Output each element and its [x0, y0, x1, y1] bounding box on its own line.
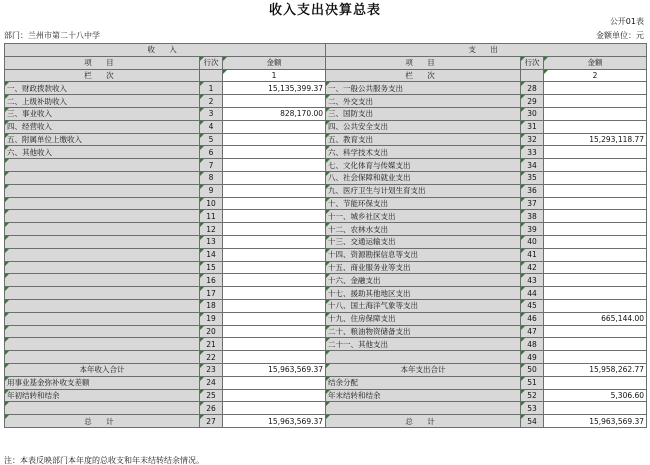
income-rowno-cell[interactable]: 18 [200, 299, 223, 312]
expense-item-cell[interactable]: 总 计 [326, 415, 521, 428]
expense-amount-cell[interactable] [544, 146, 647, 159]
expense-amount-cell[interactable] [544, 107, 647, 120]
income-item-cell[interactable] [5, 402, 200, 415]
income-amount-cell[interactable]: 828,170.00 [223, 107, 326, 120]
expense-item-cell[interactable]: 十三、交通运输支出 [326, 235, 521, 248]
income-amount-cell[interactable] [223, 184, 326, 197]
expense-rowno-header[interactable]: 行次 [521, 56, 544, 69]
income-amount-cell[interactable] [223, 248, 326, 261]
expense-item-cell[interactable]: 结余分配 [326, 376, 521, 389]
expense-rowno-cell[interactable]: 34 [521, 159, 544, 172]
income-rowno-cell[interactable]: 8 [200, 171, 223, 184]
table-row [5, 274, 647, 287]
income-amount-cell[interactable] [223, 312, 326, 325]
expense-rowno-cell[interactable]: 31 [521, 120, 544, 133]
expense-amount-cell[interactable] [544, 299, 647, 312]
expense-rowno-cell[interactable]: 35 [521, 171, 544, 184]
income-item-cell[interactable] [5, 287, 200, 300]
table-row [5, 210, 647, 223]
income-rowno-cell[interactable]: 19 [200, 312, 223, 325]
expense-rowno-cell[interactable]: 40 [521, 235, 544, 248]
income-item-cell[interactable]: 用事业基金弥补收支差额 [5, 376, 200, 389]
income-item-cell[interactable] [5, 223, 200, 236]
expense-amount-cell[interactable] [544, 95, 647, 108]
income-amount-cell[interactable] [223, 325, 326, 338]
income-item-cell[interactable]: 年初结转和结余 [5, 389, 200, 402]
expense-rowno-cell[interactable]: 46 [521, 312, 544, 325]
table-row [5, 312, 647, 325]
income-item-cell[interactable]: 三、事业收入 [5, 107, 200, 120]
income-rowno-cell[interactable]: 6 [200, 146, 223, 159]
expense-item-cell[interactable]: 十、节能环保支出 [326, 197, 521, 210]
income-rowno-cell[interactable]: 25 [200, 389, 223, 402]
table-row [5, 159, 647, 172]
income-rowno-cell[interactable]: 2 [200, 95, 223, 108]
income-rowno-cell[interactable]: 7 [200, 159, 223, 172]
expense-item-cell[interactable]: 十一、城乡社区支出 [326, 210, 521, 223]
expense-rowno-cell[interactable]: 49 [521, 351, 544, 364]
expense-amount-cell[interactable] [544, 159, 647, 172]
table-row [5, 287, 647, 300]
expense-amount-cell[interactable]: 15,958,262.77 [544, 363, 647, 376]
table-row [5, 248, 647, 261]
income-amount-cell[interactable] [223, 274, 326, 287]
expense-amount-cell[interactable] [544, 171, 647, 184]
expense-amount-cell[interactable] [544, 261, 647, 274]
income-item-cell[interactable]: 六、其他收入 [5, 146, 200, 159]
income-amount-cell[interactable]: 15,963,569.37 [223, 415, 326, 428]
table-row [5, 261, 647, 274]
report-title: 收入支出决算总表 [268, 3, 381, 18]
expense-item-cell[interactable]: 四、公共安全支出 [326, 120, 521, 133]
income-item-header[interactable]: 项 目 [5, 56, 200, 69]
income-amount-cell[interactable] [223, 133, 326, 146]
income-rowno-cell[interactable]: 20 [200, 325, 223, 338]
income-rowno-cell[interactable]: 23 [200, 363, 223, 376]
expense-rowno-cell[interactable]: 36 [521, 184, 544, 197]
income-item-cell[interactable] [5, 261, 200, 274]
table-row [5, 325, 647, 338]
income-item-cell[interactable] [5, 299, 200, 312]
expense-amount-cell[interactable] [544, 210, 647, 223]
income-amount-cell[interactable] [223, 402, 326, 415]
income-item-cell[interactable]: 五、附属单位上缴收入 [5, 133, 200, 146]
income-amount-cell[interactable] [223, 351, 326, 364]
income-item-cell[interactable]: 四、经营收入 [5, 120, 200, 133]
income-rowno-cell[interactable]: 14 [200, 248, 223, 261]
expense-item-cell[interactable]: 十二、农林水支出 [326, 223, 521, 236]
expense-amount-cell[interactable] [544, 184, 647, 197]
table-row [5, 402, 647, 415]
income-amount-cell[interactable] [223, 299, 326, 312]
expense-column-blank[interactable] [521, 69, 544, 82]
expense-rowno-cell[interactable]: 42 [521, 261, 544, 274]
form-code: 公开01表 [609, 17, 644, 26]
department-label: 部门：兰州市第二十八中学 [4, 31, 100, 40]
expense-item-cell[interactable]: 二、外交支出 [326, 95, 521, 108]
income-amount-cell[interactable] [223, 223, 326, 236]
table-row [5, 133, 647, 146]
expense-rowno-cell[interactable]: 38 [521, 210, 544, 223]
expense-amount-cell[interactable] [544, 248, 647, 261]
expense-rowno-cell[interactable]: 52 [521, 389, 544, 402]
income-item-cell[interactable] [5, 159, 200, 172]
income-item-cell[interactable] [5, 235, 200, 248]
income-item-cell[interactable] [5, 248, 200, 261]
expense-rowno-cell[interactable]: 43 [521, 274, 544, 287]
income-rowno-cell[interactable]: 26 [200, 402, 223, 415]
income-amount-cell[interactable] [223, 197, 326, 210]
expense-rowno-cell[interactable]: 30 [521, 107, 544, 120]
expense-section-header[interactable]: 支 出 [326, 44, 647, 57]
income-item-cell[interactable] [5, 325, 200, 338]
income-amount-cell[interactable] [223, 146, 326, 159]
expense-item-cell[interactable]: 十五、商业服务业等支出 [326, 261, 521, 274]
expense-rowno-cell[interactable]: 44 [521, 287, 544, 300]
income-item-cell[interactable] [5, 338, 200, 351]
income-rowno-cell[interactable]: 4 [200, 120, 223, 133]
income-amount-cell[interactable] [223, 338, 326, 351]
expense-item-cell[interactable] [326, 351, 521, 364]
income-rowno-cell[interactable]: 27 [200, 415, 223, 428]
expense-amount-cell[interactable]: 15,293,118.77 [544, 133, 647, 146]
income-rowno-cell[interactable]: 11 [200, 210, 223, 223]
expense-amount-cell[interactable] [544, 223, 647, 236]
table-row [5, 82, 647, 95]
expense-rowno-cell[interactable]: 39 [521, 223, 544, 236]
unit-label: 金额单位：元 [596, 31, 644, 40]
income-rowno-cell[interactable]: 24 [200, 376, 223, 389]
expense-rowno-cell[interactable]: 29 [521, 95, 544, 108]
expense-item-cell[interactable]: 七、文化体育与传媒支出 [326, 159, 521, 172]
income-rowno-cell[interactable]: 17 [200, 287, 223, 300]
expense-column-label[interactable]: 栏 次 [326, 69, 521, 82]
table-row [5, 235, 647, 248]
table-row [5, 107, 647, 120]
expense-item-cell[interactable]: 八、社会保障和就业支出 [326, 171, 521, 184]
income-rowno-cell[interactable]: 3 [200, 107, 223, 120]
income-item-cell[interactable] [5, 171, 200, 184]
income-rowno-cell[interactable]: 10 [200, 197, 223, 210]
summary-table [4, 43, 647, 428]
income-rowno-cell[interactable]: 22 [200, 351, 223, 364]
expense-item-cell[interactable]: 十七、援助其他地区支出 [326, 287, 521, 300]
income-rowno-header[interactable]: 行次 [200, 56, 223, 69]
income-amount-cell[interactable] [223, 171, 326, 184]
expense-amount-cell[interactable] [544, 325, 647, 338]
income-rowno-cell[interactable]: 1 [200, 82, 223, 95]
income-amount-cell[interactable] [223, 210, 326, 223]
income-amount-cell[interactable] [223, 287, 326, 300]
income-rowno-cell[interactable]: 12 [200, 223, 223, 236]
expense-rowno-cell[interactable]: 51 [521, 376, 544, 389]
income-amount-cell[interactable] [223, 120, 326, 133]
income-rowno-cell[interactable]: 13 [200, 235, 223, 248]
table-row [5, 223, 647, 236]
income-rowno-cell[interactable]: 5 [200, 133, 223, 146]
table-row [5, 299, 647, 312]
income-item-cell[interactable]: 二、上级补助收入 [5, 95, 200, 108]
expense-item-cell[interactable]: 五、教育支出 [326, 133, 521, 146]
expense-rowno-cell[interactable]: 32 [521, 133, 544, 146]
income-rowno-cell[interactable]: 9 [200, 184, 223, 197]
income-item-cell[interactable] [5, 184, 200, 197]
expense-amount-cell[interactable] [544, 287, 647, 300]
table-row [5, 95, 647, 108]
income-amount-cell[interactable] [223, 159, 326, 172]
expense-amount-cell[interactable]: 5,306.60 [544, 389, 647, 402]
expense-item-cell[interactable]: 十六、金融支出 [326, 274, 521, 287]
expense-rowno-cell[interactable]: 53 [521, 402, 544, 415]
expense-item-cell[interactable]: 本年支出合计 [326, 363, 521, 376]
income-item-cell[interactable]: 本年收入合计 [5, 363, 200, 376]
expense-amount-cell[interactable] [544, 351, 647, 364]
income-amount-cell[interactable]: 15,963,569.37 [223, 363, 326, 376]
expense-item-cell[interactable]: 九、医疗卫生与计划生育支出 [326, 184, 521, 197]
income-amount-cell[interactable] [223, 261, 326, 274]
table-row [5, 184, 647, 197]
expense-amount-cell[interactable] [544, 376, 647, 389]
table-row [5, 171, 647, 184]
expense-amount-cell[interactable] [544, 120, 647, 133]
expense-item-cell[interactable]: 年末结转和结余 [326, 389, 521, 402]
expense-amount-cell[interactable] [544, 338, 647, 351]
table-row [5, 389, 647, 402]
expense-rowno-cell[interactable]: 45 [521, 299, 544, 312]
income-column-number[interactable]: 1 [223, 69, 326, 82]
income-amount-cell[interactable] [223, 235, 326, 248]
income-amount-header[interactable]: 金额 [223, 56, 326, 69]
income-rowno-cell[interactable]: 21 [200, 338, 223, 351]
expense-item-cell[interactable]: 十八、国土海洋气象等支出 [326, 299, 521, 312]
expense-amount-cell[interactable]: 15,963,569.37 [544, 415, 647, 428]
expense-rowno-cell[interactable]: 54 [521, 415, 544, 428]
expense-amount-cell[interactable] [544, 274, 647, 287]
income-amount-cell[interactable] [223, 389, 326, 402]
table-row [5, 146, 647, 159]
expense-rowno-cell[interactable]: 47 [521, 325, 544, 338]
income-section-header[interactable]: 收 入 [5, 44, 326, 57]
expense-amount-cell[interactable] [544, 197, 647, 210]
income-item-cell[interactable] [5, 210, 200, 223]
income-amount-cell[interactable]: 15,135,399.37 [223, 82, 326, 95]
income-rowno-cell[interactable]: 15 [200, 261, 223, 274]
expense-item-cell[interactable]: 一、一般公共服务支出 [326, 82, 521, 95]
expense-amount-cell[interactable] [544, 82, 647, 95]
table-row [5, 363, 647, 376]
table-row [5, 338, 647, 351]
table-row [5, 351, 647, 364]
income-amount-cell[interactable] [223, 95, 326, 108]
expense-item-cell[interactable] [326, 402, 521, 415]
income-item-cell[interactable] [5, 351, 200, 364]
expense-column-number[interactable]: 2 [544, 69, 647, 82]
expense-item-cell[interactable]: 十九、住房保障支出 [326, 312, 521, 325]
expense-rowno-cell[interactable]: 37 [521, 197, 544, 210]
expense-item-cell[interactable]: 六、科学技术支出 [326, 146, 521, 159]
expense-item-cell[interactable]: 十四、资源勘探信息等支出 [326, 248, 521, 261]
income-item-cell[interactable] [5, 312, 200, 325]
expense-rowno-cell[interactable]: 50 [521, 363, 544, 376]
expense-item-cell[interactable]: 二十一、其他支出 [326, 338, 521, 351]
table-row [5, 415, 647, 428]
income-column-label[interactable]: 栏 次 [5, 69, 200, 82]
income-column-blank[interactable] [200, 69, 223, 82]
table-row [5, 120, 647, 133]
expense-item-cell[interactable]: 三、国防支出 [326, 107, 521, 120]
expense-rowno-cell[interactable]: 33 [521, 146, 544, 159]
expense-amount-cell[interactable] [544, 235, 647, 248]
expense-rowno-cell[interactable]: 28 [521, 82, 544, 95]
income-item-cell[interactable] [5, 197, 200, 210]
expense-item-cell[interactable]: 二十、粮油物资储备支出 [326, 325, 521, 338]
expense-amount-cell[interactable]: 665,144.00 [544, 312, 647, 325]
expense-item-header[interactable]: 项 目 [326, 56, 521, 69]
income-item-cell[interactable]: 总 计 [5, 415, 200, 428]
footnote: 注：本表反映部门本年度的总收支和年末结转结余情况。 [4, 456, 204, 465]
expense-rowno-cell[interactable]: 41 [521, 248, 544, 261]
expense-amount-cell[interactable] [544, 402, 647, 415]
income-amount-cell[interactable] [223, 376, 326, 389]
table-row [5, 197, 647, 210]
income-item-cell[interactable] [5, 274, 200, 287]
table-row [5, 376, 647, 389]
expense-amount-header[interactable]: 金额 [544, 56, 647, 69]
income-item-cell[interactable]: 一、财政拨款收入 [5, 82, 200, 95]
expense-rowno-cell[interactable]: 48 [521, 338, 544, 351]
income-rowno-cell[interactable]: 16 [200, 274, 223, 287]
